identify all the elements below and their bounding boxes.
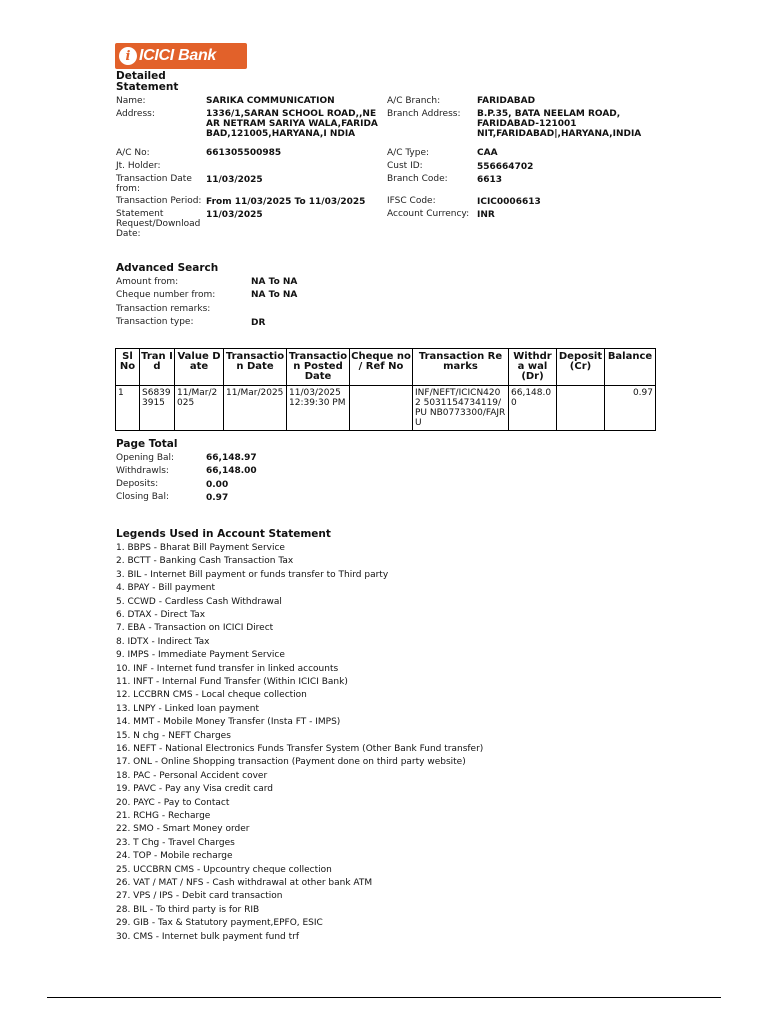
account-type-label: A/C Type:: [387, 148, 430, 158]
legend-item: 12. LCCBRN CMS - Local cheque collection: [116, 690, 307, 701]
joint-holder-label: Jt. Holder:: [116, 161, 161, 171]
withdrawls-label: Withdrawls:: [116, 466, 169, 476]
account-number-value: 661305500985: [206, 148, 282, 158]
legend-item: 13. LNPY - Linked loan payment: [116, 703, 260, 714]
legend-item: 4. BPAY - Bill payment: [116, 583, 216, 594]
cust-id-value: 556664702: [477, 162, 534, 172]
legend-item: 3. BIL - Internet Bill payment or funds transfer to Third party: [116, 569, 389, 580]
branch-address-label: Branch Address:: [387, 109, 461, 119]
deposits-value: 0.00: [206, 480, 229, 490]
transaction-period-label: Transaction Period:: [116, 196, 202, 206]
branch-label: A/C Branch:: [387, 96, 441, 106]
legend-item: 8. IDTX - Indirect Tax: [116, 636, 210, 647]
legend-item: 19. PAVC - Pay any Visa credit card: [116, 784, 273, 795]
legend-item: 24. TOP - Mobile recharge: [116, 851, 233, 862]
col-header-value-date: Value Date: [175, 349, 224, 386]
cell-posted-date: 11/03/2025 12:39:30 PM: [287, 386, 350, 431]
cheque-number-value: NA To NA: [251, 290, 298, 300]
amount-from-value: NA To NA: [251, 277, 298, 287]
col-header-sl-no: Sl No: [116, 349, 140, 386]
cust-id-label: Cust ID:: [387, 161, 423, 171]
closing-bal-value: 0.97: [206, 493, 229, 503]
statement-date-label: Statement Request/Download Date:: [116, 209, 201, 239]
col-header-remarks: Transaction Remarks: [413, 349, 509, 386]
transaction-period-value: From 11/03/2025 To 11/03/2025: [206, 197, 366, 207]
legend-item: 20. PAYC - Pay to Contact: [116, 797, 230, 808]
page-title: Detailed Statement: [116, 70, 179, 93]
legend-item: 5. CCWD - Cardless Cash Withdrawal: [116, 596, 282, 607]
col-header-tran-id: Tran Id: [140, 349, 175, 386]
branch-address-value: B.P.35, BATA NEELAM ROAD, FARIDABAD-121001 NIT,FARIDABAD|,HARYANA,INDIA: [477, 109, 642, 139]
legend-item: 23. T Chg - Travel Charges: [116, 837, 235, 848]
opening-bal-value: 66,148.97: [206, 453, 257, 463]
cell-cheque-ref: [350, 386, 413, 431]
legend-item: 16. NEFT - National Electronics Funds Transfer System (Other Bank Fund transfer): [116, 744, 484, 754]
cell-transaction-date: 11/Mar/2025: [224, 386, 287, 431]
ifsc-code-value: ICIC0006613: [477, 197, 541, 207]
transaction-date-from-value: 11/03/2025: [206, 175, 263, 185]
page-total-heading: Page Total: [116, 438, 178, 450]
cell-value-date: 11/Mar/2 025: [175, 386, 224, 431]
col-header-cheque-ref: Cheque no / Ref No: [350, 349, 413, 386]
cell-remarks: INF/NEFT/ICICN4202 5031154734119/PU NB0773300/FAJRU: [413, 386, 509, 431]
account-number-label: A/C No:: [116, 148, 150, 158]
legend-item: 15. N chg - NEFT Charges: [116, 730, 231, 741]
cell-balance: 0.97: [605, 386, 656, 431]
legend-item: 29. GIB - Tax & Statutory payment,EPFO, ESIC: [116, 918, 323, 929]
transaction-type-label: Transaction type:: [116, 317, 194, 327]
col-header-withdrawal: Withdra wal (Dr): [509, 349, 557, 386]
address-label: Address:: [116, 109, 155, 119]
legend-item: 7. EBA - Transaction on ICICI Direct: [116, 623, 274, 634]
legend-item: 21. RCHG - Recharge: [116, 811, 211, 821]
legend-item: 6. DTAX - Direct Tax: [116, 610, 206, 620]
legend-item: 22. SMO - Smart Money order: [116, 824, 250, 835]
legends-heading: Legends Used in Account Statement: [116, 528, 331, 540]
icici-logo-icon: i: [119, 47, 137, 65]
transaction-remarks-label: Transaction remarks:: [116, 304, 211, 314]
col-header-balance: Balance: [605, 349, 656, 386]
legend-item: 17. ONL - Online Shopping transaction (Payment done on third party website): [116, 757, 466, 768]
branch-code-value: 6613: [477, 175, 503, 185]
legend-item: 30. CMS - Internet bulk payment fund trf: [116, 931, 299, 942]
legend-item: 26. VAT / MAT / NFS - Cash withdrawal at other bank ATM: [116, 878, 373, 888]
legend-item: 1. BBPS - Bharat Bill Payment Service: [116, 543, 285, 553]
transaction-type-value: DR: [251, 318, 266, 328]
ifsc-code-label: IFSC Code:: [387, 196, 436, 206]
cell-sl-no: 1: [116, 386, 140, 431]
legend-item: 2. BCTT - Banking Cash Transaction Tax: [116, 556, 294, 567]
legend-item: 14. MMT - Mobile Money Transfer (Insta FT - IMPS): [116, 717, 341, 728]
legend-item: 18. PAC - Personal Accident cover: [116, 770, 268, 781]
account-type-value: CAA: [477, 148, 498, 158]
cell-tran-id: S6839 3915: [140, 386, 175, 431]
opening-bal-label: Opening Bal:: [116, 453, 175, 463]
table-row: [116, 386, 656, 431]
table-header-row: [116, 349, 656, 386]
closing-bal-label: Closing Bal:: [116, 492, 169, 502]
cell-deposit: [557, 386, 605, 431]
transaction-date-from-label: Transaction Date from:: [116, 174, 192, 194]
statement-date-value: 11/03/2025: [206, 210, 263, 220]
col-header-posted-date: Transaction Posted Date: [287, 349, 350, 386]
legend-item: 9. IMPS - Immediate Payment Service: [116, 650, 285, 661]
cheque-number-label: Cheque number from:: [116, 290, 216, 300]
legend-item: 28. BIL - To third party is for RIB: [116, 904, 260, 915]
branch-code-label: Branch Code:: [387, 174, 448, 184]
address-value: 1336/1,SARAN SCHOOL ROAD,,NEAR NETRAM SARIYA WALA,FARIDABAD,121005,HARYANA,I NDIA: [206, 109, 378, 139]
cell-withdrawal: 66,148.00: [509, 386, 557, 431]
advanced-search-heading: Advanced Search: [116, 262, 219, 274]
account-currency-value: INR: [477, 210, 495, 220]
page-footer-divider: [47, 997, 721, 998]
deposits-label: Deposits:: [116, 479, 159, 489]
account-currency-label: Account Currency:: [387, 209, 470, 219]
icici-logo: [115, 43, 247, 69]
col-header-transaction-date: Transaction Date: [224, 349, 287, 386]
name-label: Name:: [116, 96, 146, 106]
transactions-table: [115, 348, 656, 431]
branch-value: FARIDABAD: [477, 96, 536, 106]
col-header-deposit: Deposit (Cr): [557, 349, 605, 386]
legend-item: 25. UCCBRN CMS - Upcountry cheque collection: [116, 864, 332, 875]
amount-from-label: Amount from:: [116, 277, 179, 287]
legend-item: 11. INFT - Internal Fund Transfer (Within ICICI Bank): [116, 677, 348, 687]
withdrawls-value: 66,148.00: [206, 466, 257, 476]
legend-item: 27. VPS / IPS - Debit card transaction: [116, 891, 283, 902]
name-value: SARIKA COMMUNICATION: [206, 96, 335, 106]
icici-logo-text: ICICI Bank: [139, 47, 217, 64]
legend-item: 10. INF - Internet fund transfer in linked accounts: [116, 663, 339, 674]
